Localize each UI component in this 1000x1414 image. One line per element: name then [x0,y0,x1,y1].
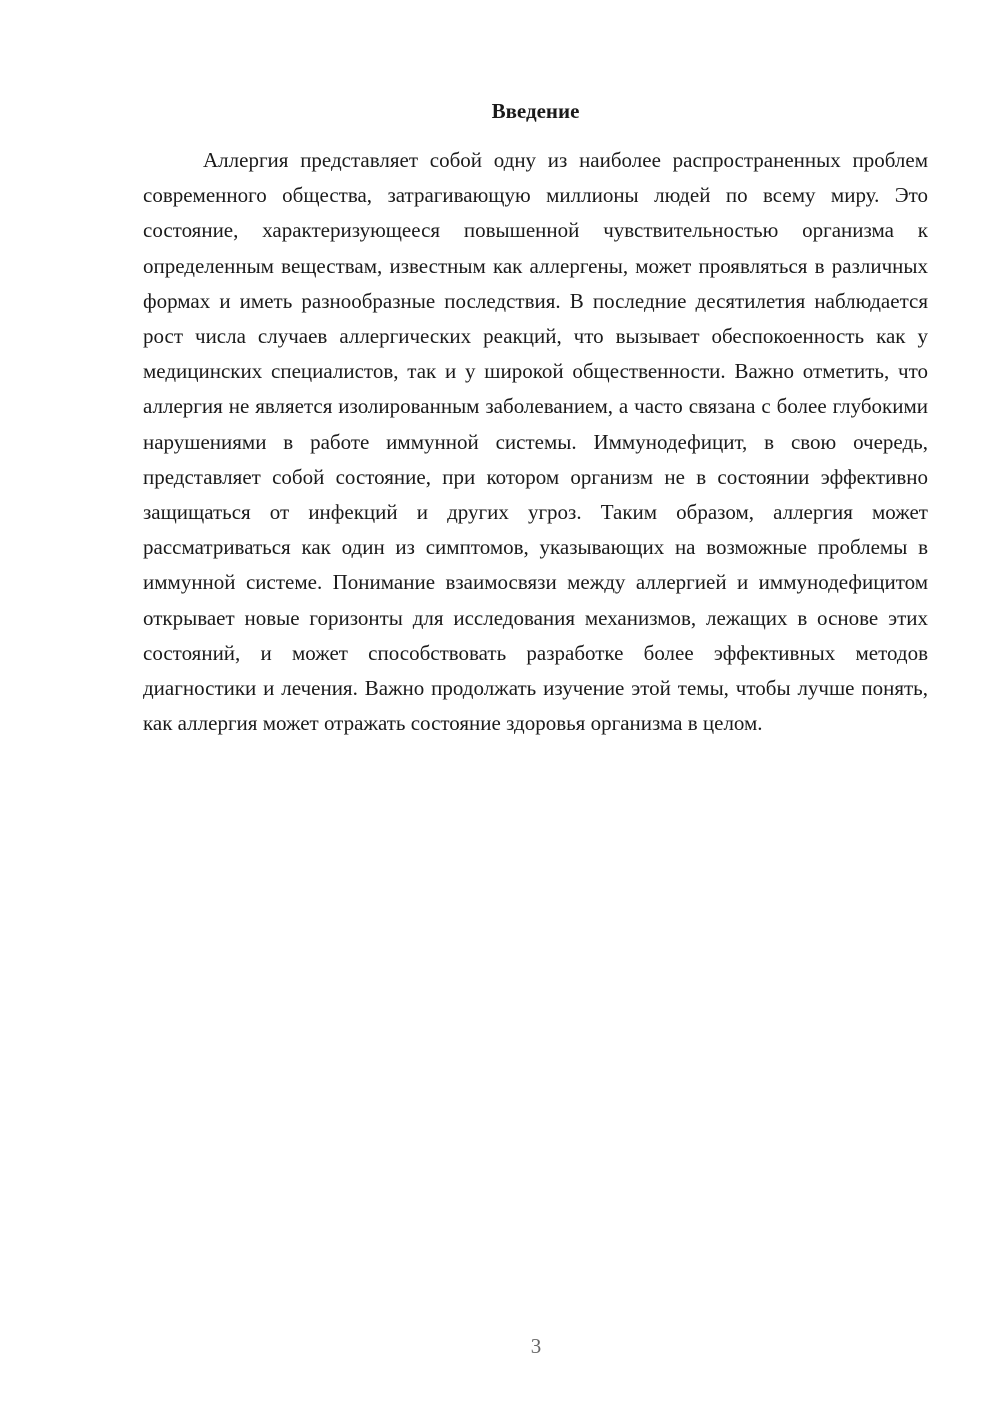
page-number: 3 [530,1334,542,1358]
body-paragraph: Аллергия представляет собой одну из наиболее распространенных проблем современного общества, затрагивающую миллионы людей по всему миру. Это состояние, характеризующееся повышенной чувствительностью организма к определенным веществам, известным как аллергены, может проявляться в различных формах и иметь разнообразные последствия. В последние десятилетия наблюдается рост числа случаев аллергических реакций, что вызывает обеспокоенность как у медицинских специалистов, так и у широкой общественности. Важно отметить, что аллергия не является изолированным заболеванием, а часто связана с более глубокими нарушениями в работе иммунной системы. Иммунодефицит, в свою очередь, представляет собой состояние, при котором организм не в состоянии эффективно защищаться от инфекций и других угроз. Таким образом, аллергия может рассматриваться как один из симптомов, указывающих на возможные проблемы в иммунной системе. Понимание взаимосвязи между аллергией и иммунодефицитом открывает новые горизонты для исследования механизмов, лежащих в основе этих состояний, и может способствовать разработке более эффективных методов диагностики и лечения. Важно продолжать изучение этой темы, чтобы лучше понять, как аллергия может отражать состояние здоровья организма в целом. [143,148,928,736]
section-title: Введение [491,99,580,123]
